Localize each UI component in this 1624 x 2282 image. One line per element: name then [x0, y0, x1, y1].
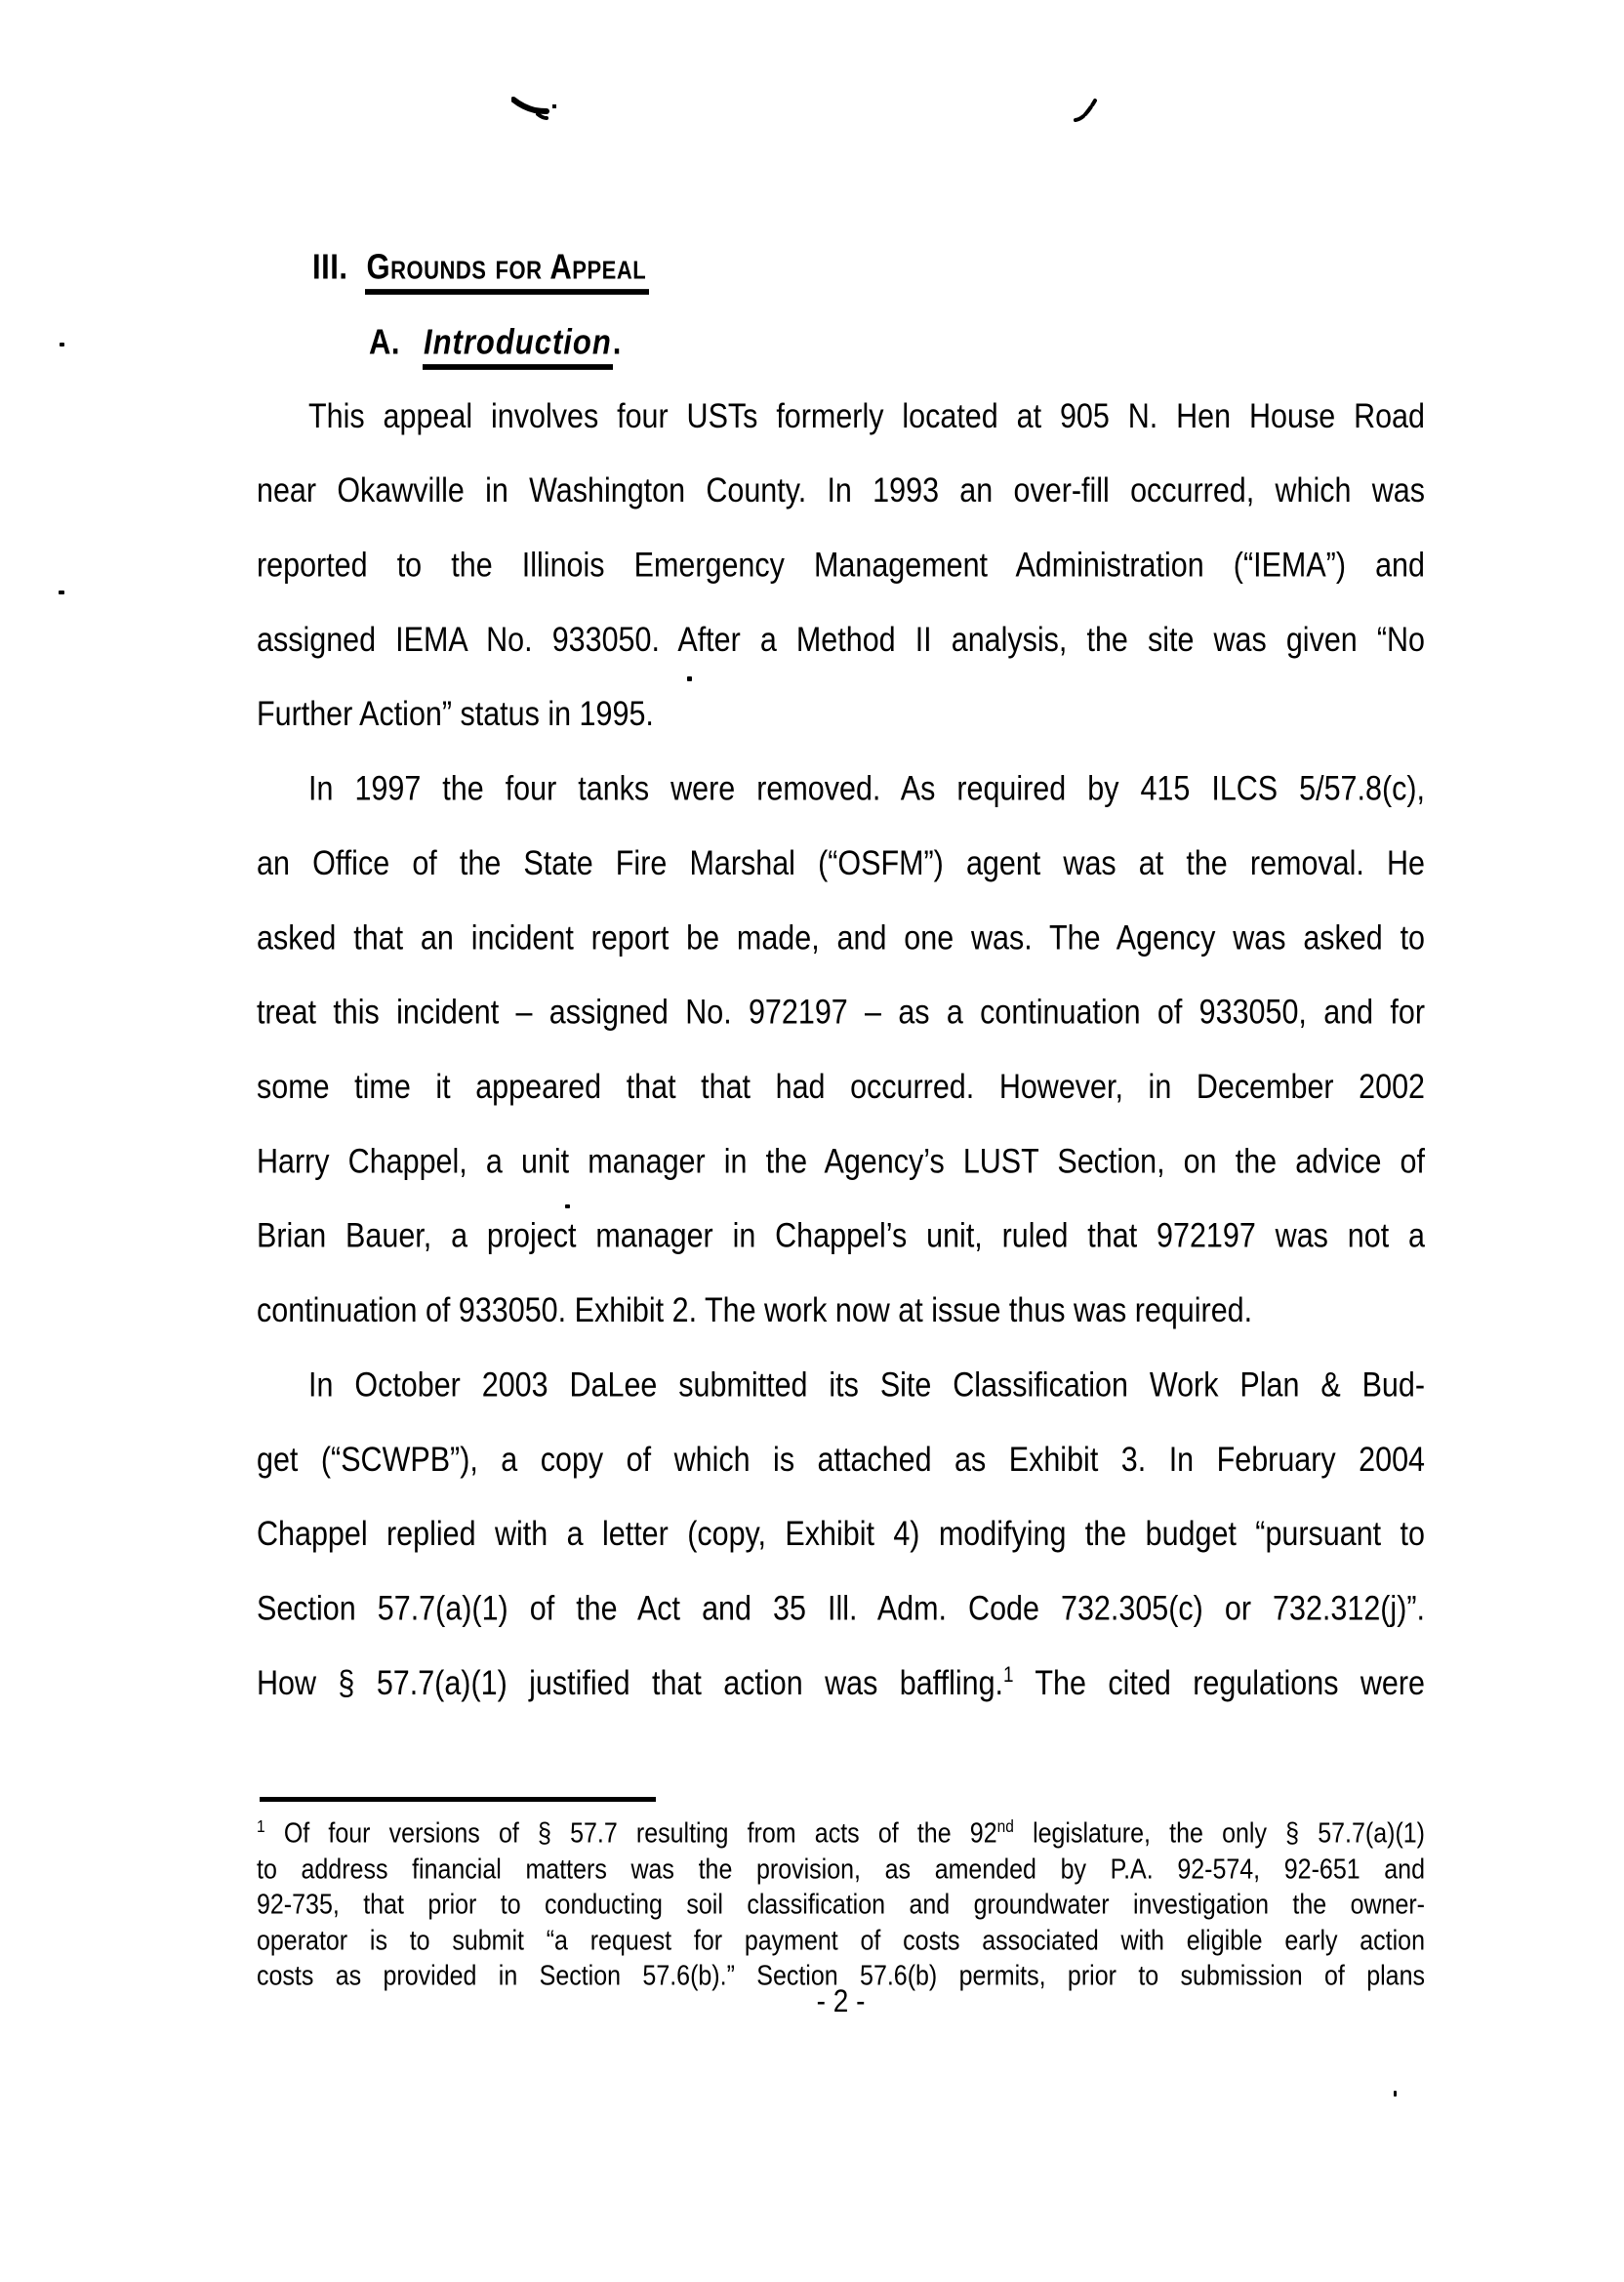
body-line: Brian Bauer, a project manager in Chappel’s unit, ruled that 972197 was not a	[257, 1216, 1425, 1255]
body-line: Further Action” status in 1995.	[257, 694, 654, 734]
scan-speck	[59, 591, 64, 594]
section-number: III.	[312, 247, 348, 287]
body-text	[257, 379, 1425, 1721]
pen-squiggle-artifact-right	[1074, 98, 1099, 123]
body-line: Harry Chappel, a unit manager in the Agency’s LUST Section, on the advice of	[257, 1142, 1425, 1181]
subsection-heading	[369, 320, 622, 365]
scan-speck	[1394, 2091, 1397, 2097]
body-line: In October 2003 DaLee submitted its Site Classification Work Plan & Bud-	[308, 1365, 1425, 1405]
body-line: asked that an incident report be made, and one was. The Agency was asked to	[257, 918, 1425, 958]
footnote-line: operator is to submit “a request for payment of costs associated with eligible early action	[257, 1924, 1425, 1956]
footnote-text	[257, 1816, 1425, 1994]
body-line: reported to the Illinois Emergency Management Administration (“IEMA”) and	[257, 546, 1425, 585]
subsection-title: Introduction	[423, 322, 613, 370]
section-heading	[312, 245, 649, 290]
page-number: - 2 -	[816, 1983, 866, 2018]
footnote-line: costs as provided in Section 57.6(b).” Section 57.6(b) permits, prior to submission of plans	[257, 1959, 1425, 1992]
body-line: continuation of 933050. Exhibit 2. The work now at issue thus was required.	[257, 1290, 1253, 1330]
footnote-line: to address financial matters was the provision, as amended by P.A. 92-574, 92-651 and	[257, 1853, 1425, 1885]
body-line: In 1997 the four tanks were removed. As required by 415 ILCS 5/57.8(c),	[308, 769, 1425, 808]
body-line: Chappel replied with a letter (copy, Exhibit 4) modifying the budget “pursuant to	[257, 1514, 1425, 1554]
body-line: How § 57.7(a)(1) justified that action was baffling.$^1$ The cited regulations were	[257, 1663, 1425, 1703]
body-line: This appeal involves four USTs formerly located at 905 N. Hen House Road	[308, 396, 1425, 435]
scan-speck	[60, 343, 64, 346]
section-title: Grounds for Appeal	[365, 247, 649, 295]
body-line: assigned IEMA No. 933050. After a Method II analysis, the site was given “No	[257, 620, 1425, 659]
body-line: treat this incident – assigned No. 972197 – as a continuation of 933050, and for	[257, 993, 1425, 1032]
subsection-letter: A.	[369, 322, 400, 362]
footnote-line: 92-735, that prior to conducting soil classification and groundwater investigation the owner-	[257, 1889, 1425, 1921]
body-line: Section 57.7(a)(1) of the Act and 35 Ill. Adm. Code 732.305(c) or 732.312(j)”.	[257, 1589, 1425, 1628]
footnote-separator-rule	[260, 1797, 656, 1802]
pen-squiggle-artifact-left	[511, 96, 558, 129]
body-line: some time it appeared that that had occurred. However, in December 2002	[257, 1067, 1425, 1107]
body-line: near Okawville in Washington County. In 1993 an over-fill occurred, which was	[257, 470, 1425, 510]
subsection-period: .	[612, 322, 622, 362]
footnote-line: $^1$ Of four versions of § 57.7 resulting from acts of the 92nd legislature, the only § 57.7(a)(1)	[257, 1816, 1425, 1850]
body-line: get (“SCWPB”), a copy of which is attached as Exhibit 3. In February 2004	[257, 1440, 1425, 1479]
body-line: an Office of the State Fire Marshal (“OSFM”) agent was at the removal. He	[257, 843, 1425, 883]
